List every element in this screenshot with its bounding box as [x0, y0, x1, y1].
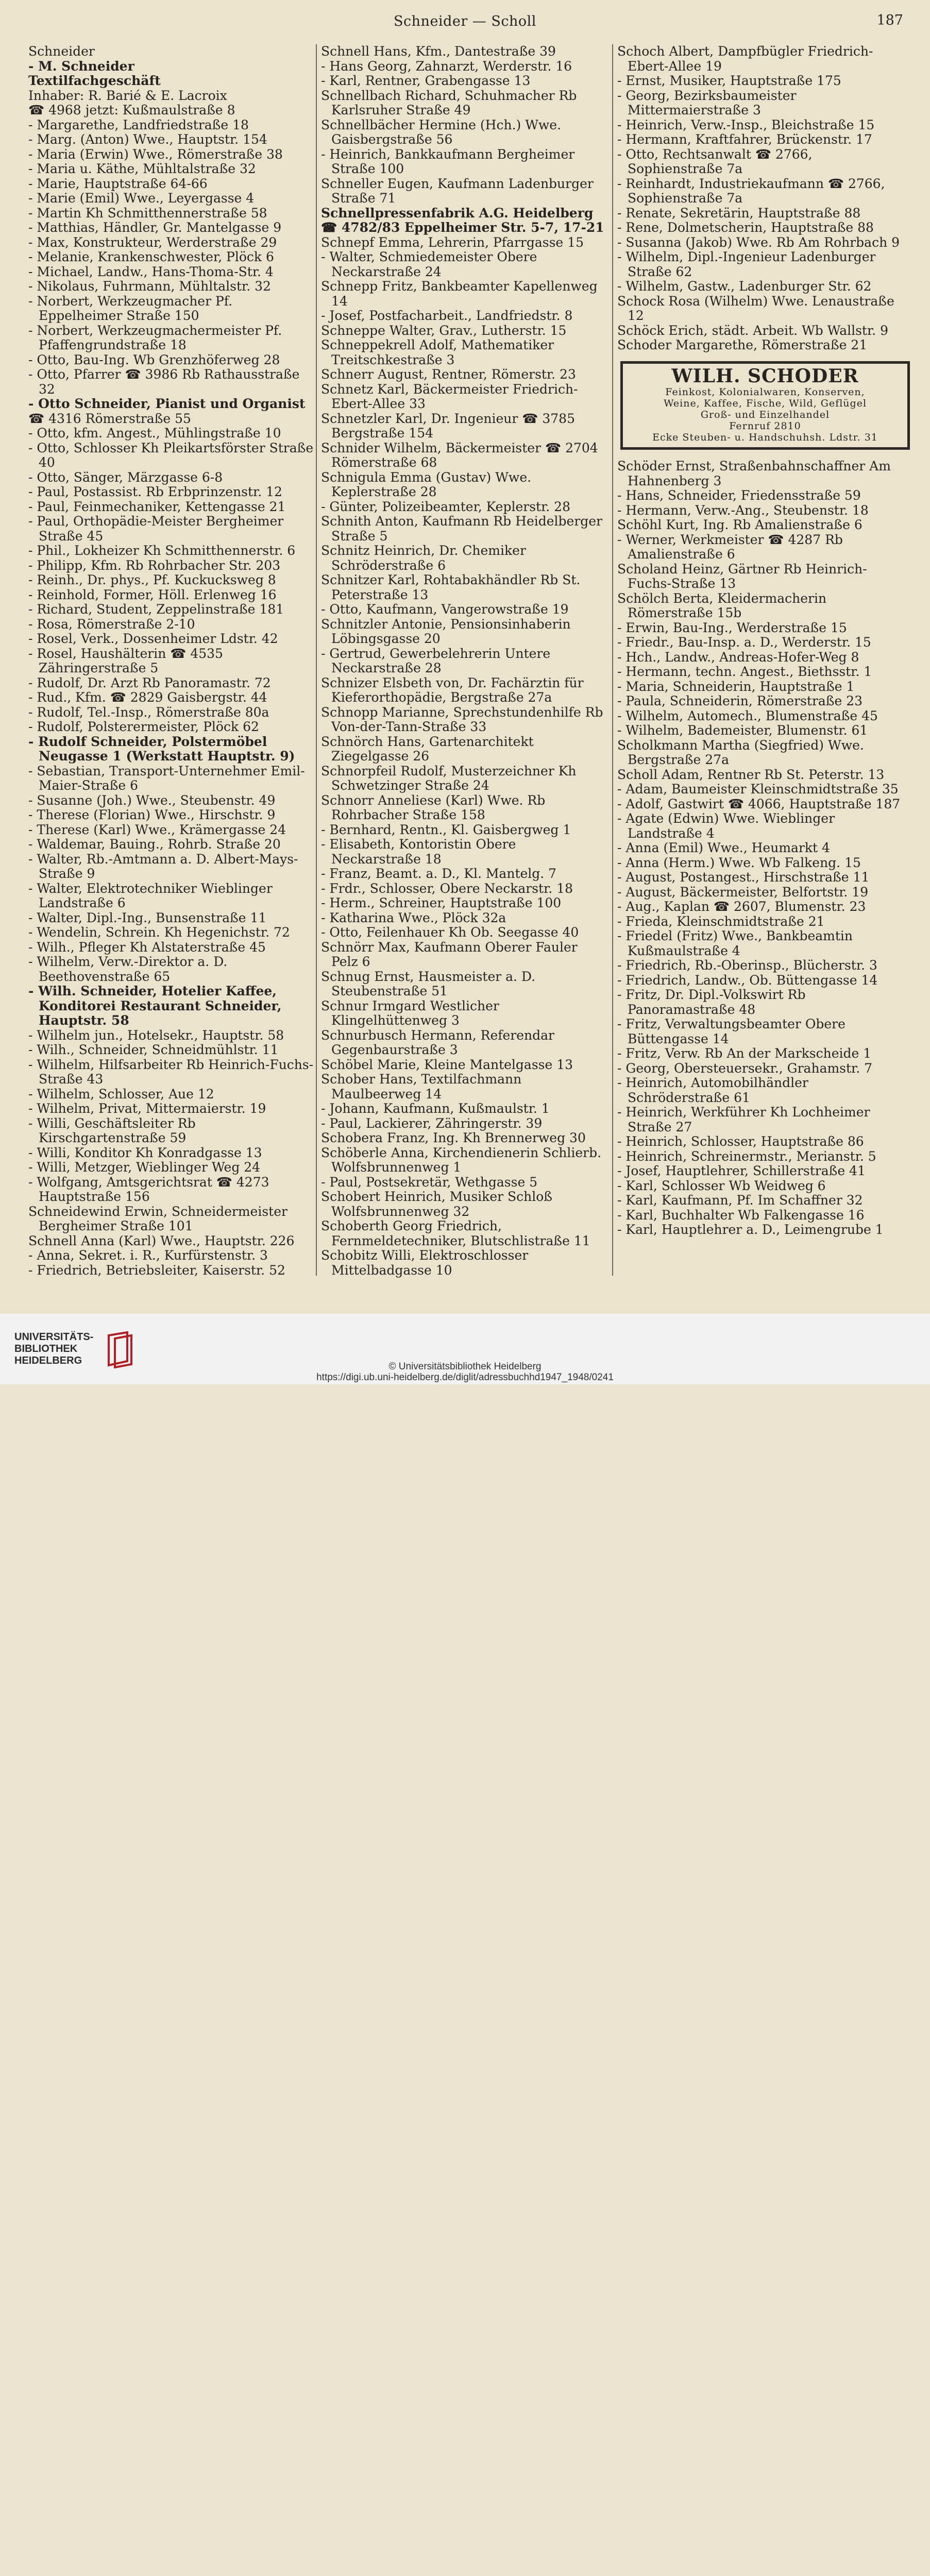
directory-entry: - Rosel, Haushälterin ☎ 4535 Zähringerstraße 5 — [28, 646, 223, 675]
directory-entry: Schoch Albert, Dampfbügler Friedrich-Ebert-Allee 19 — [617, 44, 873, 74]
directory-entry: - Otto, Feilenhauer Kh Ob. Seegasse 40 — [321, 925, 579, 940]
directory-entry: - Martin Kh Schmitthennerstraße 58 — [28, 205, 267, 221]
directory-entry: - Fritz, Verw. Rb An der Markscheide 1 — [617, 1046, 872, 1061]
directory-entry: Schnug Ernst, Hausmeister a. D. Steubenstraße 51 — [321, 969, 536, 998]
directory-entry: - Willi, Metzger, Wieblinger Weg 24 — [28, 1160, 261, 1175]
directory-entry: - Susanne (Joh.) Wwe., Steubenstr. 49 — [28, 792, 276, 808]
directory-entry: - Heinrich, Werkführer Kh Lochheimer Straße 27 — [617, 1105, 870, 1134]
directory-entry: - Melanie, Krankenschwester, Plöck 6 — [28, 249, 274, 264]
ad-line: Ecke Steuben- u. Handschuhsh. Ldstr. 31 — [652, 432, 878, 443]
directory-entry: - Anna (Herm.) Wwe. Wb Falkeng. 15 — [617, 855, 861, 870]
directory-entry: Textilfachgeschäft — [28, 73, 161, 88]
directory-entry: - Friedel (Fritz) Wwe., Bankbeamtin Kußmaulstraße 4 — [617, 928, 853, 958]
directory-entry: Schnurbusch Hermann, Referendar Gegenbaurstraße 3 — [321, 1027, 554, 1057]
directory-entry: - Aug., Kaplan ☎ 2607, Blumenstr. 23 — [617, 899, 866, 914]
directory-entry: - Therese (Karl) Wwe., Krämergasse 24 — [28, 822, 286, 837]
directory-entry: - Hermann, techn. Angest., Biethsstr. 1 — [617, 664, 872, 679]
directory-entry: ☎ 4316 Römerstraße 55 — [28, 411, 191, 426]
directory-entry: - Wilhelm, Bademeister, Blumenstr. 61 — [617, 723, 868, 738]
directory-entry: - Katharina Wwe., Plöck 32a — [321, 910, 506, 925]
directory-entry: Schnith Anton, Kaufmann Rb Heidelberger Straße 5 — [321, 514, 603, 544]
directory-entry: - Rosa, Römerstraße 2-10 — [28, 616, 195, 632]
directory-entry: - Walter, Dipl.-Ing., Bunsenstraße 11 — [28, 910, 267, 925]
ad-title: WILH. SCHODER — [671, 365, 859, 387]
directory-entry: - Otto, Kaufmann, Vangerowstraße 19 — [321, 602, 569, 617]
directory-entry: - Maria, Schneiderin, Hauptstraße 1 — [617, 679, 855, 694]
directory-entry: - Heinrich, Verw.-Insp., Bleichstraße 15 — [617, 117, 875, 132]
directory-entry: - Karl, Buchhalter Wb Falkengasse 16 — [617, 1207, 865, 1223]
directory-entry: Schnell Anna (Karl) Wwe., Hauptstr. 226 — [28, 1233, 295, 1248]
directory-entry: - Hermann, Kraftfahrer, Brückenstr. 17 — [617, 132, 872, 147]
directory-entry: - Hermann, Verw.-Ang., Steubenstr. 18 — [617, 502, 869, 518]
directory-entry: Schoder Margarethe, Römerstraße 21 — [617, 337, 868, 352]
directory-entry: - Willi, Geschäftsleiter Rb Kirschgartenstraße 59 — [28, 1115, 196, 1145]
directory-entry: - Walter, Rb.-Amtmann a. D. Albert-Mays-Straße 9 — [28, 851, 298, 881]
directory-entry: Schölch Berta, Kleidermacherin Römerstraße 15b — [617, 590, 827, 620]
directory-entry: Schneppekrell Adolf, Mathematiker Treitschkestraße 3 — [321, 337, 554, 367]
directory-entry: - Heinrich, Schlosser, Hauptstraße 86 — [617, 1134, 864, 1149]
directory-entry: Schnitzer Karl, Rohtabakhändler Rb St. Peterstraße 13 — [321, 572, 581, 602]
directory-entry: - Marie, Hauptstraße 64-66 — [28, 176, 208, 191]
directory-entry: ☎ 4968 jetzt: Kußmaulstraße 8 — [28, 103, 235, 117]
directory-entry: - Wilhelm, Dipl.-Ingenieur Ladenburger Straße 62 — [617, 249, 876, 279]
directory-entry: - Richard, Student, Zeppelinstraße 181 — [28, 602, 284, 617]
directory-entry: - Hch., Landw., Andreas-Hofer-Weg 8 — [617, 649, 859, 665]
directory-entry: - Friedrich, Landw., Ob. Büttengasse 14 — [617, 972, 878, 988]
directory-entry: Scholl Adam, Rentner Rb St. Peterstr. 13 — [617, 767, 885, 782]
directory-entry: - Waldemar, Bauing., Rohrb. Straße 20 — [28, 837, 281, 852]
directory-entry: - Johann, Kaufmann, Kußmaulstr. 1 — [321, 1101, 550, 1116]
directory-entry: Schnetz Karl, Bäckermeister Friedrich-Ebert-Allee 33 — [321, 381, 578, 411]
directory-entry: - Friedrich, Betriebsleiter, Kaiserstr. 52 — [28, 1262, 285, 1278]
directory-entry: Schnizer Elsbeth von, Dr. Fachärztin für Kieferorthopädie, Bergstraße 27a — [321, 675, 584, 705]
directory-entry: - Rene, Dolmetscherin, Hauptstraße 88 — [617, 220, 874, 235]
directory-entry: Schöck Erich, städt. Arbeit. Wb Wallstr. 9 — [617, 323, 888, 338]
directory-entry: Schnepp Fritz, Bankbeamter Kapellenweg 14 — [321, 279, 598, 309]
directory-entry: - Wilh., Schneider, Schneidmühlstr. 11 — [28, 1042, 279, 1057]
directory-entry: - Wilh., Pfleger Kh Alstaterstraße 45 — [28, 939, 266, 955]
directory-entry: - Karl, Kaufmann, Pf. Im Schaffner 32 — [617, 1193, 863, 1208]
directory-entry: - Matthias, Händler, Gr. Mantelgasse 9 — [28, 220, 282, 235]
directory-entry: Schnellbach Richard, Schuhmacher Rb Karlsruher Straße 49 — [321, 88, 577, 117]
directory-entry: - Marg. (Anton) Wwe., Hauptstr. 154 — [28, 132, 267, 147]
ad-line: Feinkost, Kolonialwaren, Konserven, — [665, 386, 865, 398]
directory-entry: - Fritz, Dr. Dipl.-Volkswirt Rb Panoramastraße 48 — [617, 987, 806, 1017]
directory-entry: - Wilhelm jun., Hotelsekr., Hauptstr. 58 — [28, 1027, 284, 1043]
directory-entry: - Elisabeth, Kontoristin Obere Neckarstraße 18 — [321, 837, 516, 867]
directory-entry: - Paul, Postassist. Rb Erbprinzenstr. 12 — [28, 484, 282, 499]
advertisement-box — [620, 361, 910, 450]
source-url[interactable]: https://digi.ub.uni-heidelberg.de/diglit/adressbuchhd1947_1948/0241 — [316, 1372, 614, 1383]
directory-entry: - Karl, Rentner, Grabengasse 13 — [321, 73, 531, 88]
column-2 — [321, 44, 607, 1278]
directory-entry: - Friedrich, Rb.-Oberinsp., Blücherstr. 3 — [617, 958, 877, 973]
directory-entry: - Max, Konstrukteur, Werderstraße 29 — [28, 234, 277, 250]
directory-entry: - Paul, Lackierer, Zähringerstr. 39 — [321, 1115, 543, 1131]
directory-entry: - Wilhelm, Privat, Mittermaierstr. 19 — [28, 1101, 266, 1116]
directory-entry: Schnitz Heinrich, Dr. Chemiker Schröderstraße 6 — [321, 543, 526, 573]
directory-entry: - Georg, Bezirksbaumeister Mittermaierstraße 3 — [617, 88, 797, 117]
directory-entry: Schnopp Marianne, Sprechstundenhilfe Rb Von-der-Tann-Straße 33 — [321, 704, 603, 734]
directory-entry: - Karl, Schlosser Wb Weidweg 6 — [617, 1178, 826, 1193]
directory-entry: - Wendelin, Schrein. Kh Hegenichstr. 72 — [28, 925, 290, 940]
directory-entry: Schnellpressenfabrik A.G. Heidelberg — [321, 205, 594, 221]
directory-entry: - Paul, Postsekretär, Wethgasse 5 — [321, 1174, 538, 1190]
directory-entry: Schobitz Willi, Elektroschlosser Mittelbadgasse 10 — [321, 1248, 529, 1278]
directory-entry: - Philipp, Kfm. Rb Rohrbacher Str. 203 — [28, 557, 281, 573]
directory-entry: - Adam, Baumeister Kleinschmidtstraße 35 — [617, 782, 899, 796]
directory-entry: - Frieda, Kleinschmidtstraße 21 — [617, 913, 825, 929]
directory-entry: - Wilhelm, Verw.-Direktor a. D. Beethovenstraße 65 — [28, 954, 228, 984]
directory-entry: Schneider — [28, 44, 95, 59]
directory-entry: - Rud., Kfm. ☎ 2829 Gaisbergstr. 44 — [28, 690, 267, 705]
directory-entry: Schober Hans, Textilfachmann Maulbeerweg 14 — [321, 1072, 522, 1101]
directory-entry: - Fritz, Verwaltungsbeamter Obere Büttengasse 14 — [617, 1016, 846, 1046]
directory-entry: Schneller Eugen, Kaufmann Ladenburger Straße 71 — [321, 176, 594, 206]
directory-entry: Schnepf Emma, Lehrerin, Pfarrgasse 15 — [321, 234, 584, 250]
directory-entry: Schneidewind Erwin, Schneidermeister Bergheimer Straße 101 — [28, 1204, 288, 1233]
directory-entry: - Susanna (Jakob) Wwe. Rb Am Rohrbach 9 — [617, 234, 900, 250]
directory-entry: - Paul, Feinmechaniker, Kettengasse 21 — [28, 499, 286, 514]
directory-entry: - Wilhelm, Schlosser, Aue 12 — [28, 1086, 214, 1101]
directory-entry: - Heinrich, Bankkaufmann Bergheimer Straße 100 — [321, 146, 575, 176]
directory-entry: - Walter, Schmiedemeister Obere Neckarstraße 24 — [321, 249, 537, 279]
directory-entry: Scholkmann Martha (Siegfried) Wwe. Bergstraße 27a — [617, 737, 864, 767]
library-name-line: UNIVERSITÄTS- — [14, 1331, 94, 1343]
directory-entry: - Otto, Pfarrer ☎ 3986 Rb Rathausstraße 32 — [28, 367, 300, 397]
directory-entry: - Gertrud, Gewerbelehrerin Untere Neckarstraße 28 — [321, 646, 551, 675]
directory-entry: - Rosel, Verk., Dossenheimer Ldstr. 42 — [28, 631, 278, 646]
directory-entry: Schöbel Marie, Kleine Mantelgasse 13 — [321, 1057, 573, 1072]
directory-entry: Schoberth Georg Friedrich, Fernmeldetechniker, Blutschlistraße 11 — [321, 1218, 590, 1248]
copyright-notice: © Universitätsbibliothek Heidelberg — [388, 1361, 542, 1372]
directory-entry: - Reinh., Dr. phys., Pf. Kuckucksweg 8 — [28, 572, 276, 587]
library-name-line: HEIDELBERG — [14, 1355, 82, 1366]
directory-entry: - Sebastian, Transport-Unternehmer Emil-Maier-Straße 6 — [28, 763, 305, 793]
directory-entry: Schnetzler Karl, Dr. Ingenieur ☎ 3785 Bergstraße 154 — [321, 411, 575, 440]
directory-entry: - Norbert, Werkzeugmachermeister Pf. Pfaffengrundstraße 18 — [28, 323, 282, 352]
directory-entry: - Willi, Konditor Kh Konradgasse 13 — [28, 1145, 262, 1160]
directory-entry: - August, Postangest., Hirschstraße 11 — [617, 870, 870, 885]
directory-entry: - Bernhard, Rentn., Kl. Gaisbergweg 1 — [321, 822, 571, 837]
column-3 — [617, 44, 906, 1238]
directory-entry: - Heinrich, Automobilhändler Schröderstraße 61 — [617, 1075, 808, 1105]
column-divider — [612, 44, 613, 1276]
directory-entry: - Adolf, Gastwirt ☎ 4066, Hauptstraße 187 — [617, 796, 901, 811]
directory-entry: - Georg, Obersteuersekr., Grahamstr. 7 — [617, 1060, 873, 1076]
directory-entry: Schneppe Walter, Grav., Lutherstr. 15 — [321, 323, 567, 338]
directory-entry: - Walter, Elektrotechniker Wieblinger Landstraße 6 — [28, 880, 273, 910]
directory-entry: - Michael, Landw., Hans-Thoma-Str. 4 — [28, 264, 274, 279]
directory-entry: - Werner, Werkmeister ☎ 4287 Rb Amalienstraße 6 — [617, 532, 843, 562]
column-1 — [28, 44, 317, 1278]
directory-entry: - Anna (Emil) Wwe., Heumarkt 4 — [617, 840, 830, 855]
directory-entry: - Paula, Schneiderin, Römerstraße 23 — [617, 693, 863, 708]
directory-entry: - Rudolf Schneider, Polstermöbel Neugasse 1 (Werkstatt Hauptstr. 9) — [28, 734, 295, 764]
directory-entry: - Renate, Sekretärin, Hauptstraße 88 — [617, 205, 861, 221]
directory-entry: Schobert Heinrich, Musiker Schloß Wolfsbrunnenweg 32 — [321, 1189, 552, 1219]
directory-entry: - Otto, Rechtsanwalt ☎ 2766, Sophienstraße 7a — [617, 146, 813, 176]
directory-entry: - Hans, Schneider, Friedensstraße 59 — [617, 488, 861, 503]
directory-entry: - Reinhold, Former, Höll. Erlenweg 16 — [28, 587, 277, 602]
directory-entry: Schnigula Emma (Gustav) Wwe. Keplerstraße 28 — [321, 469, 532, 499]
directory-entry: - Anna, Sekret. i. R., Kurfürstenstr. 3 — [28, 1248, 268, 1263]
directory-entry: - Otto Schneider, Pianist und Organist — [28, 396, 306, 411]
directory-entry: - Frdr., Schlosser, Obere Neckarstr. 18 — [321, 880, 573, 896]
directory-entry: - Karl, Hauptlehrer a. D., Leimengrube 1 — [617, 1222, 884, 1237]
directory-entry: - Wilhelm, Automech., Blumenstraße 45 — [617, 708, 878, 723]
directory-entry: - Heinrich, Schreinermstr., Merianstr. 5 — [617, 1148, 876, 1164]
directory-entry: Schock Rosa (Wilhelm) Wwe. Lenaustraße 12 — [617, 293, 894, 323]
directory-entry: - Josef, Hauptlehrer, Schillerstraße 41 — [617, 1163, 866, 1178]
directory-entry: - Reinhardt, Industriekaufmann ☎ 2766, Sophienstraße 7a — [617, 176, 885, 206]
directory-entry: - Hans Georg, Zahnarzt, Werderstr. 16 — [321, 58, 572, 74]
directory-entry: - Agate (Edwin) Wwe. Wieblinger Landstraße 4 — [617, 811, 835, 841]
directory-entry: - Wilh. Schneider, Hotelier Kaffee, Konditorei Restaurant Schneider, Hauptstr. 58 — [28, 984, 282, 1028]
directory-entry: - Margarethe, Landfriedstraße 18 — [28, 117, 249, 132]
directory-entry: Schnur Irmgard Westlicher Klingelhüttenweg 3 — [321, 998, 499, 1028]
directory-entry: Schnerr August, Rentner, Römerstr. 23 — [321, 367, 576, 382]
running-head: Schneider — Scholl — [394, 13, 536, 29]
directory-entry: - August, Bäckermeister, Belfortstr. 19 — [617, 884, 869, 900]
directory-entry: - Wilhelm, Gastw., Ladenburger Str. 62 — [617, 279, 872, 294]
directory-entry: - Rudolf, Polsterermeister, Plöck 62 — [28, 719, 259, 734]
library-name-line: BIBLIOTHEK — [14, 1343, 78, 1354]
directory-entry: - Otto, Schlosser Kh Pleikartsförster Straße 40 — [28, 440, 314, 470]
page-number: 187 — [876, 12, 903, 28]
directory-entry: - Otto, kfm. Angest., Mühlingstraße 10 — [28, 426, 281, 440]
directory-entry: Schöberle Anna, Kirchendienerin Schlierb. Wolfsbrunnenweg 1 — [321, 1145, 602, 1175]
directory-entry: Schnorr Anneliese (Karl) Wwe. Rb Rohrbacher Straße 158 — [321, 792, 546, 822]
directory-entry: Schnider Wilhelm, Bäckermeister ☎ 2704 Römerstraße 68 — [321, 440, 598, 470]
directory-entry: - Erwin, Bau-Ing., Werderstraße 15 — [617, 620, 847, 635]
directory-entry: Scholand Heinz, Gärtner Rb Heinrich-Fuchs-Straße 13 — [617, 561, 867, 591]
directory-entry: Inhaber: R. Barié & E. Lacroix — [28, 88, 227, 103]
directory-entry: - Otto, Sänger, Märzgasse 6-8 — [28, 469, 223, 485]
directory-entry: - Paul, Orthopädie-Meister Bergheimer Straße 45 — [28, 514, 284, 544]
directory-entry: - Herm., Schreiner, Hauptstraße 100 — [321, 895, 562, 910]
ad-line: Fernruf 2810 — [729, 420, 801, 432]
directory-entry: - Maria u. Käthe, Mühltalstraße 32 — [28, 161, 256, 176]
directory-entry: - Wilhelm, Hilfsarbeiter Rb Heinrich-Fuchs-Straße 43 — [28, 1057, 314, 1087]
ad-line: Weine, Kaffee, Fische, Wild, Geflügel — [663, 398, 867, 409]
directory-entry: - Günter, Polizeibeamter, Keplerstr. 28 — [321, 499, 570, 514]
directory-entry: Schobera Franz, Ing. Kh Brennerweg 30 — [321, 1130, 586, 1145]
directory-entry: - Franz, Beamt. a. D., Kl. Mantelg. 7 — [321, 866, 557, 881]
directory-entry: - Therese (Florian) Wwe., Hirschstr. 9 — [28, 807, 276, 822]
directory-entry: Schnörch Hans, Gartenarchitekt Ziegelgasse 26 — [321, 734, 534, 764]
directory-entry: Schnell Hans, Kfm., Dantestraße 39 — [321, 44, 556, 59]
directory-entry: - M. Schneider — [28, 58, 134, 74]
directory-entry: - Wolfgang, Amtsgerichtsrat ☎ 4273 Hauptstraße 156 — [28, 1174, 269, 1204]
directory-entry: Schöder Ernst, Straßenbahnschaffner Am Hahnenberg 3 — [617, 459, 891, 488]
directory-entry: - Rudolf, Tel.-Insp., Römerstraße 80a — [28, 704, 269, 720]
directory-entry: Schöhl Kurt, Ing. Rb Amalienstraße 6 — [617, 517, 863, 532]
directory-entry: - Rudolf, Dr. Arzt Rb Panoramastr. 72 — [28, 675, 271, 690]
directory-entry: Schnitzler Antonie, Pensionsinhaberin Löbingsgasse 20 — [321, 616, 571, 646]
directory-entry: ☎ 4782/83 Eppelheimer Str. 5-7, 17-21 — [321, 220, 604, 235]
directory-entry: - Nikolaus, Fuhrmann, Mühltalstr. 32 — [28, 279, 271, 294]
directory-entry: - Norbert, Werkzeugmacher Pf. Eppelheimer Straße 150 — [28, 293, 233, 323]
directory-entry: - Phil., Lokheizer Kh Schmitthennerstr. 6 — [28, 543, 296, 558]
directory-entry: - Otto, Bau-Ing. Wb Grenzhöferweg 28 — [28, 352, 280, 367]
directory-entry: - Ernst, Musiker, Hauptstraße 175 — [617, 73, 841, 88]
directory-entry: - Maria (Erwin) Wwe., Römerstraße 38 — [28, 146, 283, 162]
directory-entry: Schnellbächer Hermine (Hch.) Wwe. Gaisbergstraße 56 — [321, 117, 562, 147]
directory-entry: Schnörr Max, Kaufmann Oberer Fauler Pelz 6 — [321, 939, 578, 969]
directory-entry: Schnorpfeil Rudolf, Musterzeichner Kh Schwetzinger Straße 24 — [321, 763, 577, 793]
directory-entry: - Friedr., Bau-Insp. a. D., Werderstr. 15 — [617, 635, 871, 650]
directory-entry: - Josef, Postfacharbeit., Landfriedstr. 8 — [321, 308, 573, 323]
ad-line: Groß- und Einzelhandel — [700, 409, 830, 420]
directory-entry: - Marie (Emil) Wwe., Leyergasse 4 — [28, 191, 255, 206]
